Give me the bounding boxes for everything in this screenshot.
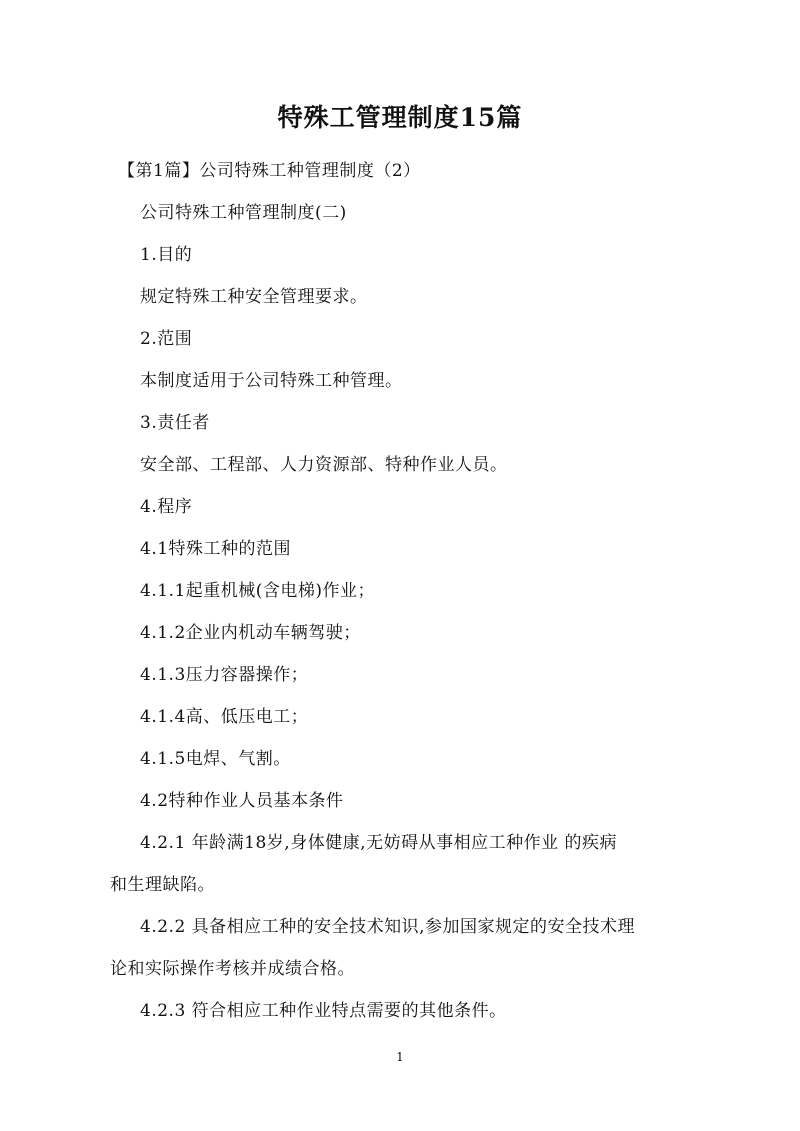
page-number: 1 — [396, 1050, 404, 1064]
paragraph: 本制度适用于公司特殊工种管理。 — [140, 371, 403, 391]
paragraph: 4.1.4高、低压电工； — [140, 707, 309, 727]
document-title: 特殊工管理制度15篇 — [277, 103, 523, 132]
paragraph: 4.1.1起重机械(含电梯)作业； — [140, 581, 376, 601]
paragraph: 和生理缺陷。 — [110, 875, 215, 895]
paragraph: 规定特殊工种安全管理要求。 — [140, 287, 368, 307]
paragraph: 4.1.2企业内机动车辆驾驶； — [140, 623, 361, 643]
paragraph: 4.2.2 具备相应工种的安全技术知识,参加国家规定的安全技术理 — [140, 917, 636, 937]
paragraph: 4.1.3压力容器操作； — [140, 665, 309, 685]
paragraph: 4.程序 — [140, 497, 193, 517]
paragraph: 2.范围 — [140, 329, 193, 349]
paragraph: 1.目的 — [140, 245, 193, 265]
section-heading: 【第1篇】公司特殊工种管理制度（2） — [118, 161, 421, 181]
subtitle: 公司特殊工种管理制度(二) — [140, 203, 347, 223]
paragraph: 4.1特殊工种的范围 — [140, 539, 292, 559]
paragraph: 4.1.5电焊、气割。 — [140, 749, 291, 769]
paragraph: 4.2特种作业人员基本条件 — [140, 791, 344, 811]
paragraph: 论和实际操作考核并成绩合格。 — [110, 959, 355, 979]
paragraph: 4.2.3 符合相应工种作业特点需要的其他条件。 — [140, 1001, 507, 1021]
paragraph: 3.责任者 — [140, 413, 210, 433]
paragraph: 安全部、工程部、人力资源部、特种作业人员。 — [140, 455, 508, 475]
paragraph: 4.2.1 年龄满18岁,身体健康,无妨碍从事相应工种作业 的疾病 — [140, 833, 618, 853]
